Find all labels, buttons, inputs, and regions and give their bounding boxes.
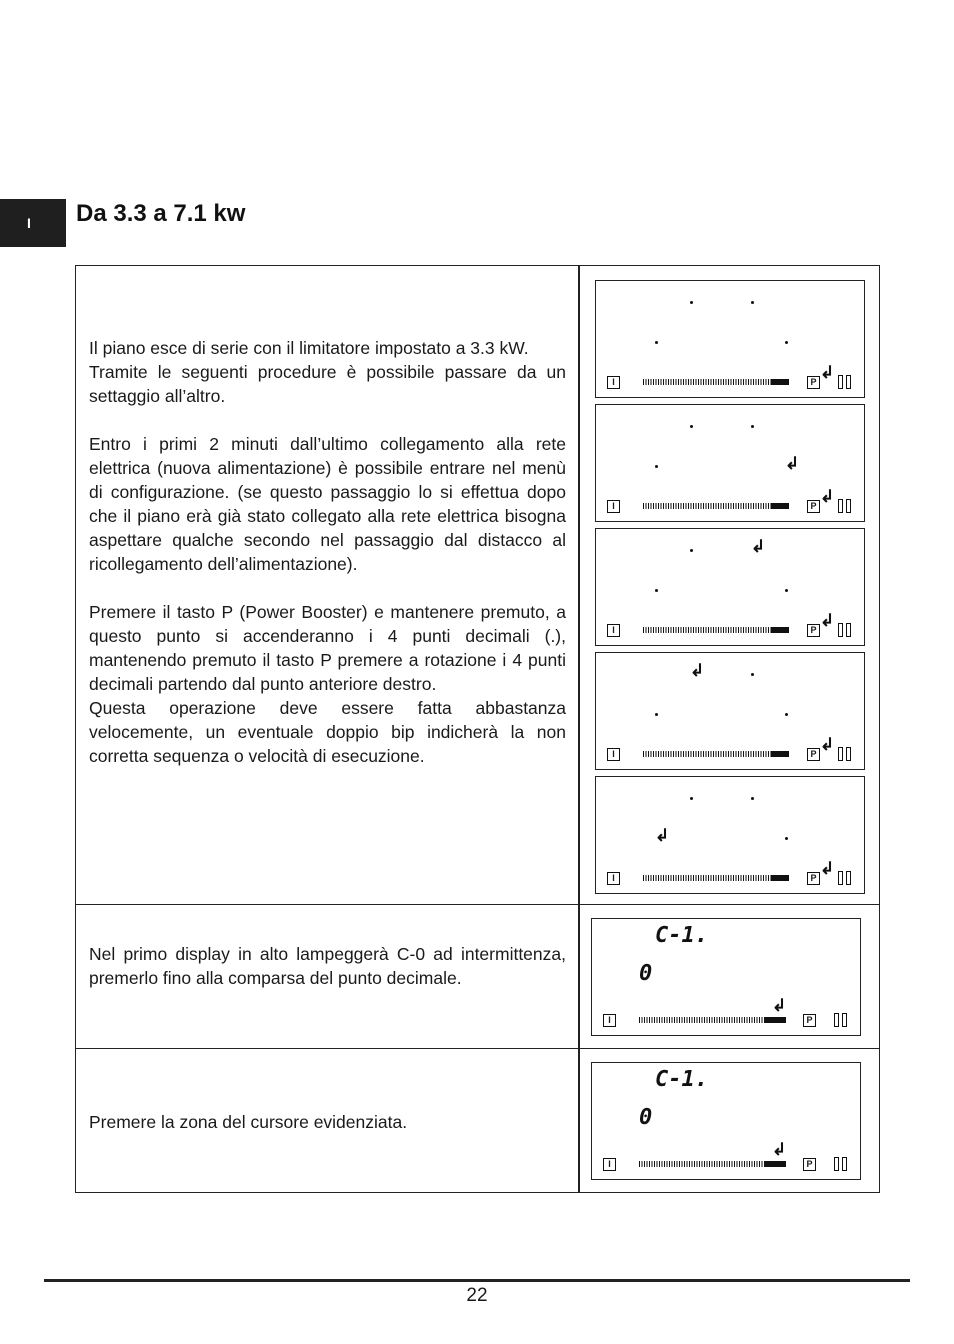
decimal-point[interactable] xyxy=(785,837,788,840)
decimal-point[interactable] xyxy=(690,549,693,552)
pause-icon[interactable] xyxy=(834,1157,849,1171)
decimal-point[interactable] xyxy=(655,465,658,468)
pause-icon[interactable] xyxy=(838,623,853,637)
decimal-point[interactable] xyxy=(751,425,754,428)
power-key[interactable]: I xyxy=(607,376,620,389)
slider-bar[interactable] xyxy=(639,1161,764,1167)
config-value-display[interactable]: 0 xyxy=(639,1105,653,1130)
power-booster-key[interactable]: P xyxy=(807,624,820,637)
enter-arrow-icon: ↲ xyxy=(785,454,800,473)
page-title: Da 3.3 a 7.1 kw xyxy=(76,200,246,227)
display-panel xyxy=(595,776,865,894)
pause-icon[interactable] xyxy=(834,1013,849,1027)
pause-icon[interactable] xyxy=(838,375,853,389)
decimal-point[interactable] xyxy=(655,341,658,344)
slider-bar[interactable] xyxy=(639,1017,764,1023)
language-tab: I xyxy=(0,199,66,247)
instruction-table xyxy=(75,265,880,1193)
decimal-point[interactable] xyxy=(751,301,754,304)
power-key[interactable]: I xyxy=(607,748,620,761)
enter-arrow-icon: ↲ xyxy=(820,363,835,382)
config-code-display[interactable]: C-1. xyxy=(655,923,708,948)
power-key[interactable]: I xyxy=(607,500,620,513)
slider-bar[interactable] xyxy=(643,503,771,509)
decimal-point[interactable] xyxy=(655,713,658,716)
footer-rule xyxy=(44,1279,910,1282)
decimal-point[interactable] xyxy=(751,797,754,800)
enter-arrow-icon: ↲ xyxy=(655,826,670,845)
power-booster-key[interactable]: P xyxy=(807,376,820,389)
display-panel xyxy=(591,1062,861,1180)
pause-icon[interactable] xyxy=(838,747,853,761)
power-key[interactable]: I xyxy=(603,1158,616,1171)
display-panel xyxy=(595,404,865,522)
slider-fill xyxy=(771,379,789,385)
enter-arrow-icon: ↲ xyxy=(772,1140,787,1159)
enter-arrow-icon: ↲ xyxy=(820,735,835,754)
slider-bar[interactable] xyxy=(643,627,771,633)
decimal-point[interactable] xyxy=(655,589,658,592)
decimal-point[interactable] xyxy=(785,589,788,592)
enter-arrow-icon: ↲ xyxy=(751,537,766,556)
section3-text xyxy=(89,1110,566,1134)
pause-icon[interactable] xyxy=(838,499,853,513)
pause-icon[interactable] xyxy=(838,871,853,885)
paragraph: Entro i primi 2 minuti dall’ultimo collegamento alla rete elettrica (nuova alimentazione) è possibile entrare nel menù di configurazione. (se questo passaggio lo si effettua dopo che il piano erà già stato collegato alla rete elettrica bisogna aspettare qualche secondo nel passaggio dal distacco al ricollegamento dell’alimentazione). xyxy=(89,434,566,574)
power-booster-key[interactable]: P xyxy=(803,1014,816,1027)
paragraph: Nel primo display in alto lampeggerà C-0 ad intermittenza, premerlo fino alla comparsa del punto decimale. xyxy=(89,944,566,988)
display-panel xyxy=(595,280,865,398)
decimal-point[interactable] xyxy=(751,673,754,676)
row-divider xyxy=(76,904,879,905)
display-panel xyxy=(595,528,865,646)
enter-arrow-icon: ↲ xyxy=(690,661,705,680)
decimal-point[interactable] xyxy=(690,425,693,428)
enter-arrow-icon: ↲ xyxy=(772,996,787,1015)
power-key[interactable]: I xyxy=(603,1014,616,1027)
paragraph: Premere la zona del cursore evidenziata. xyxy=(89,1112,408,1132)
power-booster-key[interactable]: P xyxy=(807,872,820,885)
slider-fill xyxy=(764,1017,786,1023)
slider-fill xyxy=(771,751,789,757)
section2-text xyxy=(89,942,566,990)
enter-arrow-icon: ↲ xyxy=(820,859,835,878)
power-key[interactable]: I xyxy=(607,872,620,885)
slider-fill xyxy=(771,627,789,633)
power-key[interactable]: I xyxy=(607,624,620,637)
page-number: 22 xyxy=(466,1285,488,1306)
slider-fill xyxy=(764,1161,786,1167)
decimal-point[interactable] xyxy=(690,301,693,304)
section1-text xyxy=(89,336,566,768)
decimal-point[interactable] xyxy=(785,341,788,344)
paragraph: Premere il tasto P (Power Booster) e mantenere premuto, a questo punto si accenderanno i 4 punti decimali (.), mantenendo premuto il tasto P premere a rotazione i 4 punti decimali partendo dal punto anteriore destro. Questa operazione deve essere fatta abbastanza velocemente, un eventuale doppio bip indicherà la non corretta sequenza o velocità di esecuzione. xyxy=(89,602,566,766)
power-booster-key[interactable]: P xyxy=(807,748,820,761)
column-divider xyxy=(578,266,580,1192)
enter-arrow-icon: ↲ xyxy=(820,611,835,630)
display-panel xyxy=(595,652,865,770)
slider-bar[interactable] xyxy=(643,751,771,757)
config-code-display[interactable]: C-1. xyxy=(655,1067,708,1092)
slider-fill xyxy=(771,503,789,509)
display-panel xyxy=(591,918,861,1036)
row-divider xyxy=(76,1048,879,1049)
power-booster-key[interactable]: P xyxy=(803,1158,816,1171)
decimal-point[interactable] xyxy=(690,797,693,800)
enter-arrow-icon: ↲ xyxy=(820,487,835,506)
slider-bar[interactable] xyxy=(643,379,771,385)
slider-bar[interactable] xyxy=(643,875,771,881)
slider-fill xyxy=(771,875,789,881)
config-value-display[interactable]: 0 xyxy=(639,961,653,986)
decimal-point[interactable] xyxy=(785,713,788,716)
power-booster-key[interactable]: P xyxy=(807,500,820,513)
paragraph: Il piano esce di serie con il limitatore impostato a 3.3 kW. Tramite le seguenti procedure è possibile passare da un settaggio all’altro. xyxy=(89,338,566,406)
